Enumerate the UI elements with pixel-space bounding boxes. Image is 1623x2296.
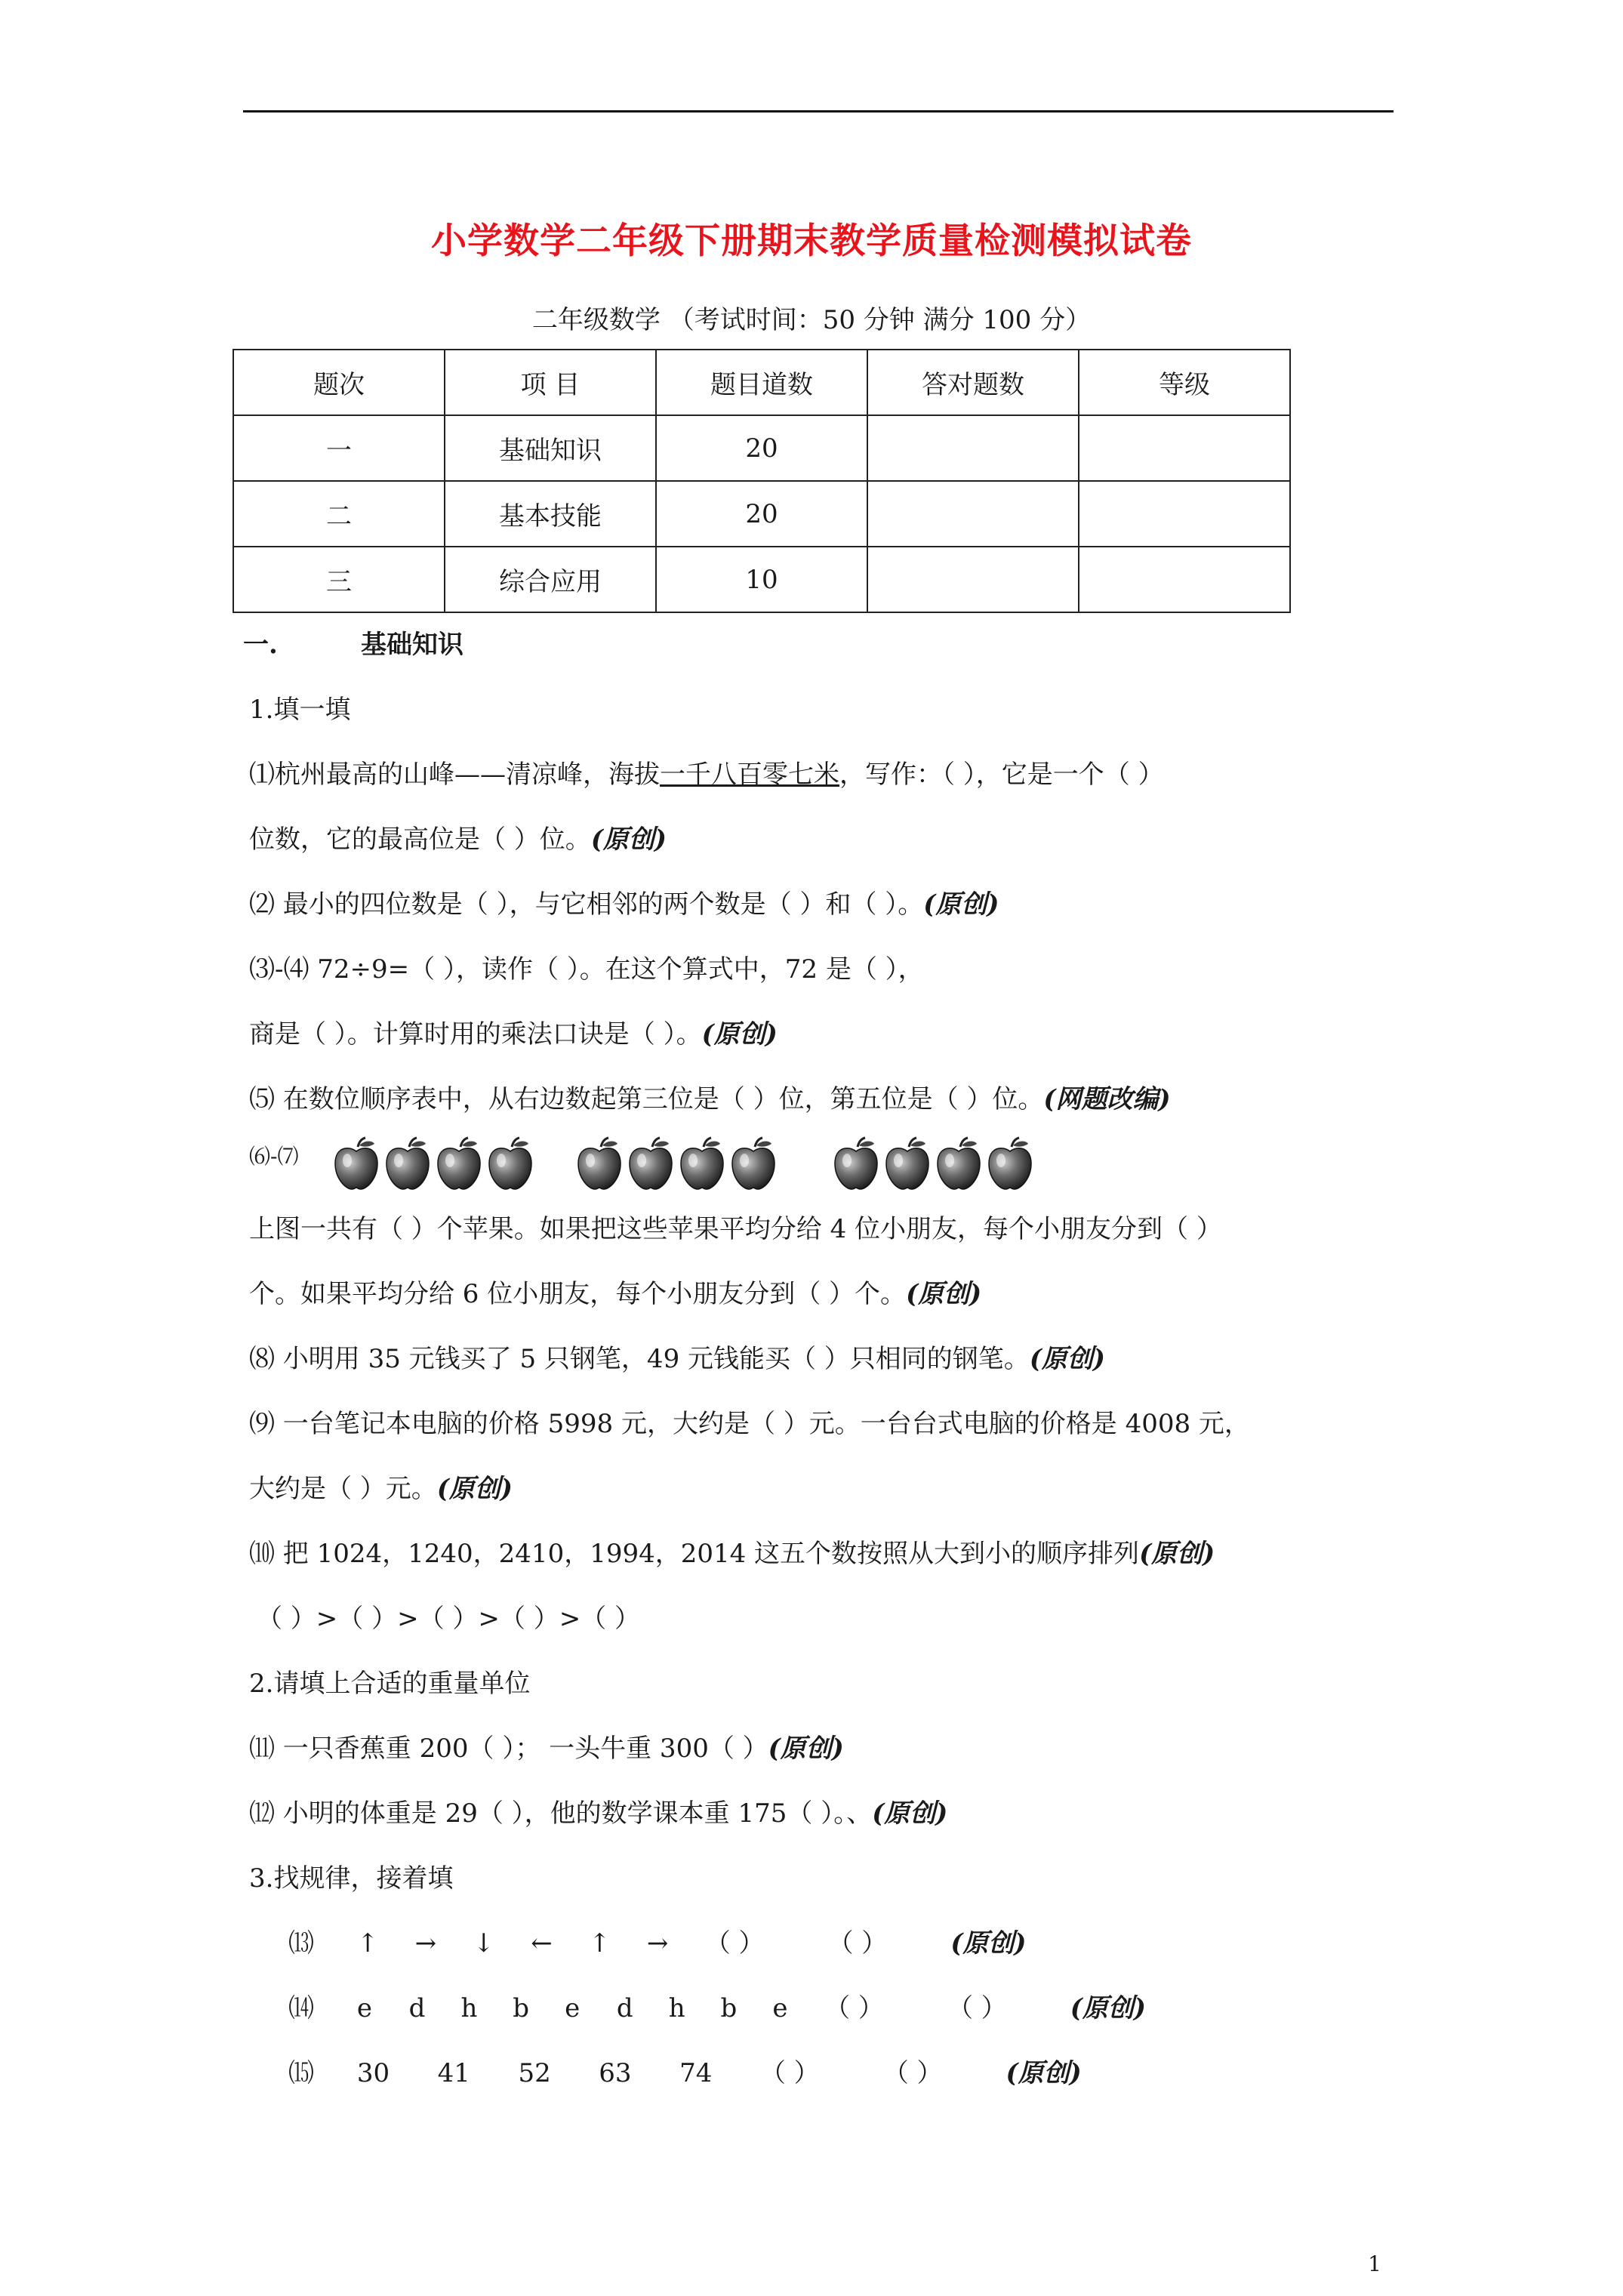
- question-text: ⑽ 把 1024，1240，2410，1994，2014 这五个数按照从大到小的顺序排列: [249, 1539, 1140, 1569]
- table-cell: 基本技能: [445, 481, 656, 547]
- table-header-cell: 项 目: [445, 350, 656, 415]
- sequence-item: 41: [437, 2058, 470, 2088]
- question-11: [249, 1732, 844, 1765]
- question-1-line-2: [249, 823, 667, 856]
- section-title: 基础知识: [361, 630, 463, 660]
- score-table: [233, 349, 1291, 613]
- question-text: 个。如果平均分给 6 位小朋友，每个小朋友分到（ ）个。: [249, 1279, 907, 1309]
- sequence-item: d: [408, 1993, 426, 2023]
- question-1-line-1: [249, 758, 1164, 791]
- sequence-item: ↑: [589, 1928, 611, 1959]
- question-9-line-2: [249, 1472, 513, 1505]
- question-9-line-1: ⑼ 一台笔记本电脑的价格 5998 元，大约是（ ）元。一台台式电脑的价格是 4008 元，: [249, 1409, 1250, 1439]
- apple-icon: [832, 1136, 880, 1191]
- apple-icon: [486, 1136, 534, 1191]
- apple-icon: [986, 1136, 1034, 1191]
- table-cell: 20: [656, 415, 867, 481]
- question-text: ⑻ 小明用 35 元钱买了 5 只钢笔，49 元钱能买（ ）只相同的钢笔。: [249, 1344, 1030, 1374]
- question-label: ⒀: [288, 1928, 314, 1959]
- source-tag: (原创): [1070, 1993, 1146, 2023]
- table-cell: 20: [656, 481, 867, 547]
- table-cell: 基础知识: [445, 415, 656, 481]
- table-header-cell: 答对题数: [867, 350, 1079, 415]
- table-cell: 10: [656, 547, 867, 612]
- source-tag: (网题改编): [1043, 1084, 1171, 1114]
- source-tag: (原创): [436, 1474, 513, 1504]
- sequence-item: d: [616, 1993, 633, 2023]
- table-cell[interactable]: [867, 481, 1079, 547]
- question-6-label: ⑹-⑺: [249, 1144, 299, 1169]
- sequence-item: 63: [599, 2058, 632, 2088]
- question-14: [288, 1992, 1146, 2025]
- table-cell: 综合应用: [445, 547, 656, 612]
- sequence-item: e: [772, 1993, 788, 2023]
- question-3-line-2: [249, 1018, 778, 1051]
- apple-icon: [332, 1136, 380, 1191]
- sequence-item: 52: [518, 2058, 551, 2088]
- table-cell[interactable]: [1079, 415, 1290, 481]
- source-tag: (原创): [872, 1798, 948, 1829]
- source-tag: (原创): [590, 824, 667, 855]
- question-3-line-1: ⑶-⑷ 72÷9=（ ），读作（ ）。在这个算式中，72 是（ ），: [249, 954, 924, 985]
- section-number: 一.: [243, 630, 278, 660]
- source-tag: (原创): [1006, 2058, 1082, 2088]
- header-rule: [243, 110, 1394, 112]
- question-text: 大约是（ ）元。: [249, 1474, 437, 1504]
- source-tag: (原创): [923, 889, 999, 920]
- source-tag: (原创): [701, 1019, 778, 1049]
- question-label: ⒂: [288, 2058, 314, 2088]
- apple-icon: [383, 1136, 432, 1191]
- question-text: 商是（ ）。计算时用的乘法口诀是（ ）。: [249, 1019, 702, 1049]
- part-heading: 2.请填上合适的重量单位: [249, 1669, 531, 1699]
- apple-icon: [627, 1136, 675, 1191]
- apple-icon: [435, 1136, 483, 1191]
- source-tag: (原创): [768, 1734, 844, 1764]
- table-cell: 三: [233, 547, 445, 612]
- question-6-line-2: [249, 1277, 981, 1311]
- question-text: ，写作：（ ），它是一个（ ）: [839, 760, 1164, 790]
- sequence-item: →: [646, 1928, 669, 1959]
- table-row: [233, 415, 1290, 481]
- question-text: ⑴杭州最高的山峰——清凉峰，海拔: [249, 760, 660, 790]
- table-cell[interactable]: [1079, 547, 1290, 612]
- sequence-blank: （ ）: [947, 1993, 1007, 2023]
- sequence-item: →: [414, 1928, 437, 1959]
- apple-icon: [935, 1136, 983, 1191]
- underlined-text: 一千八百零七米: [660, 760, 839, 790]
- sequence-blank: （ ）: [759, 2058, 820, 2088]
- table-header-cell: 题目道数: [656, 350, 867, 415]
- sequence-item: e: [356, 1993, 372, 2023]
- question-10-line-1: [249, 1537, 1215, 1570]
- sequence-item: 74: [679, 2058, 713, 2088]
- apple-icon: [575, 1136, 624, 1191]
- question-13: [288, 1927, 1027, 1960]
- question-text: 位数，它的最高位是（ ）位。: [249, 824, 591, 855]
- table-cell[interactable]: [867, 547, 1079, 612]
- sequence-blank: （ ）: [882, 2058, 943, 2088]
- question-10-blanks: （ ）>（ ）>（ ）>（ ）>（ ）: [257, 1604, 640, 1634]
- apple-icon: [883, 1136, 932, 1191]
- sequence-item: h: [668, 1993, 685, 2023]
- sequence-item: ↓: [473, 1928, 494, 1959]
- table-row: [233, 547, 1290, 612]
- question-12: [249, 1797, 947, 1830]
- apple-icon: [729, 1136, 778, 1191]
- table-cell[interactable]: [867, 415, 1079, 481]
- table-header-cell: 题次: [233, 350, 445, 415]
- question-5: [249, 1083, 1171, 1116]
- table-cell[interactable]: [1079, 481, 1290, 547]
- apple-group-1: [332, 1136, 537, 1197]
- sequence-blank: （ ）: [704, 1928, 765, 1959]
- sequence-item: b: [513, 1993, 530, 2023]
- apple-group-2: [575, 1136, 781, 1197]
- table-cell: 二: [233, 481, 445, 547]
- question-text: ⑵ 最小的四位数是（ ），与它相邻的两个数是（ ）和（ ）。: [249, 889, 924, 920]
- question-text: ⑿ 小明的体重是 29（ ），他的数学课本重 175（ ）。、: [249, 1798, 873, 1829]
- sequence-item: e: [565, 1993, 581, 2023]
- sequence-item: ↑: [356, 1928, 379, 1959]
- sequence-item: ←: [531, 1928, 553, 1959]
- question-label: ⒁: [288, 1993, 314, 2023]
- question-text: ⑸ 在数位顺序表中，从右边数起第三位是（ ）位，第五位是（ ）位。: [249, 1084, 1044, 1114]
- part-heading: 1.填一填: [249, 695, 351, 725]
- table-row: [233, 481, 1290, 547]
- source-tag: (原创): [1139, 1539, 1215, 1569]
- score-table-header-row: [233, 350, 1290, 415]
- apple-group-3: [832, 1136, 1037, 1197]
- source-tag: (原创): [906, 1279, 982, 1309]
- question-8: [249, 1342, 1105, 1376]
- exam-subtitle: 二年级数学 （考试时间：50 分钟 满分 100 分）: [531, 305, 1092, 335]
- part-heading: 3.找规律，接着填: [249, 1863, 454, 1894]
- sequence-item: 30: [356, 2058, 390, 2088]
- table-header-cell: 等级: [1079, 350, 1290, 415]
- sequence-item: h: [460, 1993, 478, 2023]
- table-cell: 一: [233, 415, 445, 481]
- apple-icon: [678, 1136, 726, 1191]
- sequence-item: b: [720, 1993, 738, 2023]
- source-tag: (原创): [950, 1928, 1027, 1959]
- question-text: ⑾ 一只香蕉重 200（ ）； 一头牛重 300（ ）: [249, 1734, 768, 1764]
- page-number: 1: [1368, 2251, 1381, 2276]
- source-tag: (原创): [1029, 1344, 1105, 1374]
- sequence-blank: （ ）: [827, 1928, 888, 1959]
- sequence-blank: （ ）: [824, 1993, 884, 2023]
- question-15: [288, 2057, 1082, 2090]
- question-6-line-1: 上图一共有（ ）个苹果。如果把这些苹果平均分给 4 位小朋友，每个小朋友分到（ ）: [249, 1214, 1222, 1244]
- question-2: [249, 888, 999, 921]
- page-title: 小学数学二年级下册期末教学质量检测模拟试卷: [431, 220, 1192, 262]
